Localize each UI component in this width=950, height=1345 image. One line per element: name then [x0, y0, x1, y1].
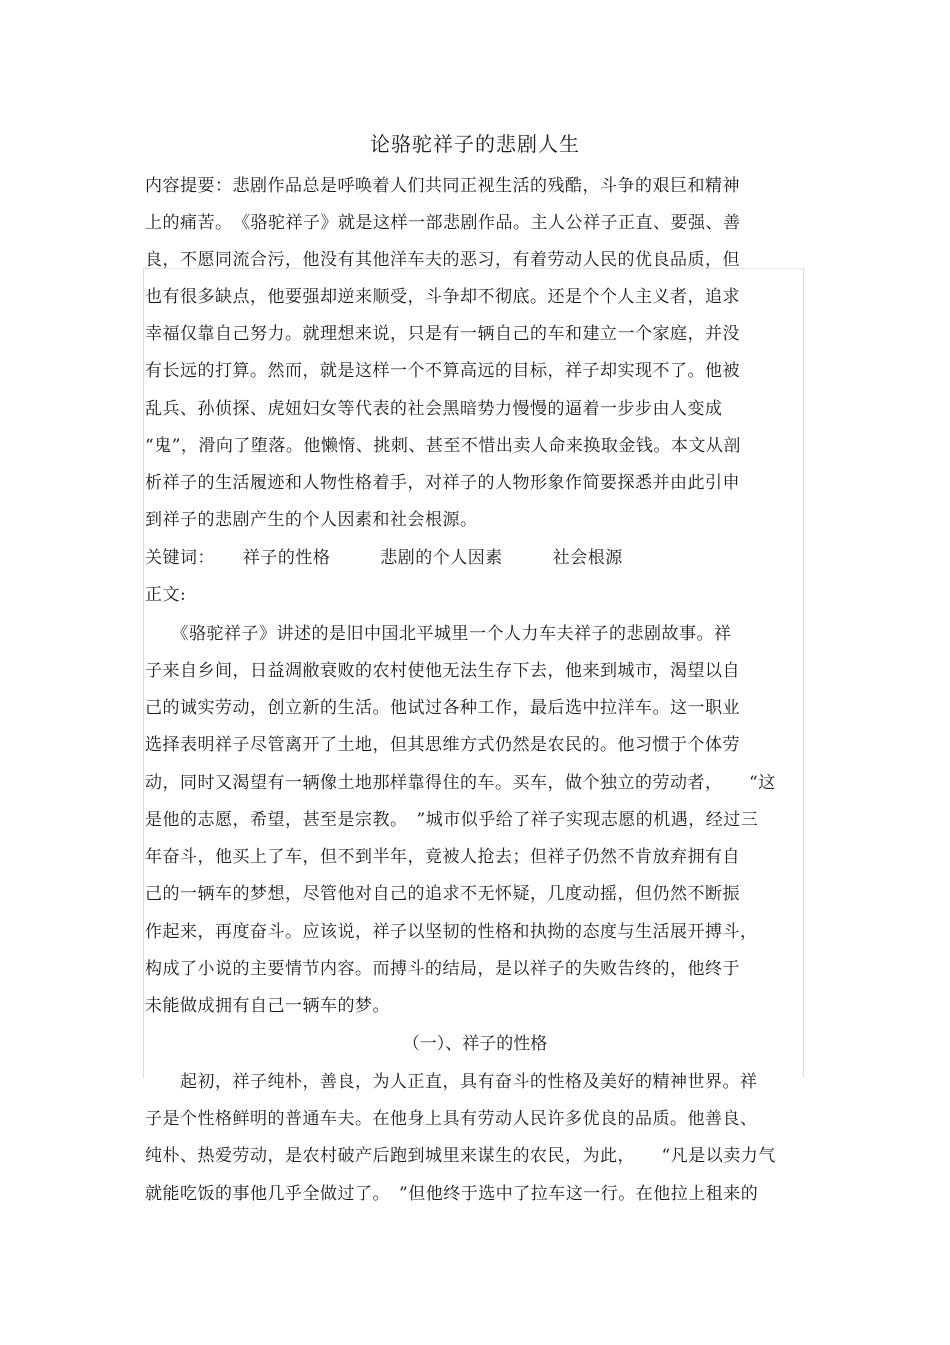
abstract-line: 良，不愿同流合污，他没有其他洋车夫的恶习，有着劳动人民的优良品质，但 — [145, 250, 740, 270]
keyword-item: 悲剧的个人因素 — [380, 548, 503, 568]
keywords-label: 关键词： — [145, 548, 215, 568]
body-line: 选择表明祥子尽管离开了土地，但其思维方式仍然是农民的。他习惯于个体劳 — [145, 735, 740, 755]
body-line: 作起来，再度奋斗。应该说，祥子以坚韧的性格和执拗的态度与生活展开搏斗， — [145, 922, 758, 942]
abstract-line: 乱兵、孙侦探、虎妞妇女等代表的社会黑暗势力慢慢的逼着一步步由人变成 — [145, 399, 723, 419]
body-line: 未能做成拥有自己一辆车的梦。 — [145, 996, 390, 1016]
body-line: 是他的志愿，希望，甚至是宗教。 ”城市似乎给了祥子实现志愿的机遇，经过三 — [145, 810, 759, 830]
abstract-line: 到祥子的悲剧产生的个人因素和社会根源。 — [145, 510, 478, 530]
body-line: 己的诚实劳动，创立新的生活。他试过各种工作，最后选中拉洋车。这一职业 — [145, 698, 740, 718]
body-line: 构成了小说的主要情节内容。而搏斗的结局，是以祥子的失败告终的，他终于 — [145, 959, 740, 979]
section-line: 纯朴、热爱劳动，是农村破产后跑到城里来谋生的农民，为此， “凡是以卖力气 — [145, 1146, 776, 1166]
keyword-item: 社会根源 — [552, 548, 623, 568]
section-line: 子是个性格鲜明的普通车夫。在他身上具有劳动人民许多优良的品质。他善良、 — [145, 1109, 758, 1129]
section-line: 就能吃饭的事他几乎全做过了。 ”但他终于选中了拉车这一行。在他拉上租来的 — [145, 1184, 759, 1204]
keyword-item: 祥子的性格 — [242, 548, 331, 568]
abstract-line: 有长远的打算。然而，就是这样一个不算高远的目标，祥子却实现不了。他被 — [145, 361, 740, 381]
body-line: 《骆驼祥子》讲述的是旧中国北平城里一个人力车夫祥子的悲剧故事。祥 — [145, 624, 732, 644]
keywords-row — [145, 546, 623, 570]
abstract-line: 内容提要：悲剧作品总是呼唤着人们共同正视生活的残酷，斗争的艰巨和精神 — [145, 176, 740, 196]
abstract-line: 上的痛苦。 《骆驼祥子》就是这样一部悲剧作品。主人公祥子正直、要强、善 — [145, 213, 741, 233]
abstract-line: 也有很多缺点，他要强却逆来顺受，斗争却不彻底。还是个个人主义者，追求 — [145, 287, 740, 307]
body-line: 年奋斗，他买上了车，但不到半年，竟被人抢去；但祥子仍然不肯放弃拥有自 — [145, 847, 740, 867]
section-line: 起初，祥子纯朴，善良，为人正直，具有奋斗的性格及美好的精神世界。祥 — [145, 1072, 758, 1092]
document-title: 论骆驼祥子的悲剧人生 — [370, 132, 580, 156]
body-line: 子来自乡间，日益凋敝衰败的农村使他无法生存下去，他来到城市，渴望以自 — [145, 661, 740, 681]
body-label: 正文: — [145, 585, 187, 605]
abstract-line: “鬼”，滑向了堕落。他懒惰、挑刺、甚至不惜出卖人命来换取金钱。本文从剖 — [145, 436, 741, 456]
abstract-line: 幸福仅靠自己努力。就理想来说，只是有一辆自己的车和建立一个家庭，并没 — [145, 324, 740, 344]
body-line: 动，同时又渴望有一辆像土地那样靠得住的车。买车，做个独立的劳动者， “这 — [145, 773, 776, 793]
body-line: 己的一辆车的梦想，尽管他对自己的追求不无怀疑，几度动摇，但仍然不断振 — [145, 884, 740, 904]
abstract-line: 析祥子的生活履迹和人物性格着手，对祥子的人物形象作简要探悉并由此引申 — [145, 473, 740, 493]
section-heading: （一）、祥子的性格 — [402, 1034, 548, 1054]
